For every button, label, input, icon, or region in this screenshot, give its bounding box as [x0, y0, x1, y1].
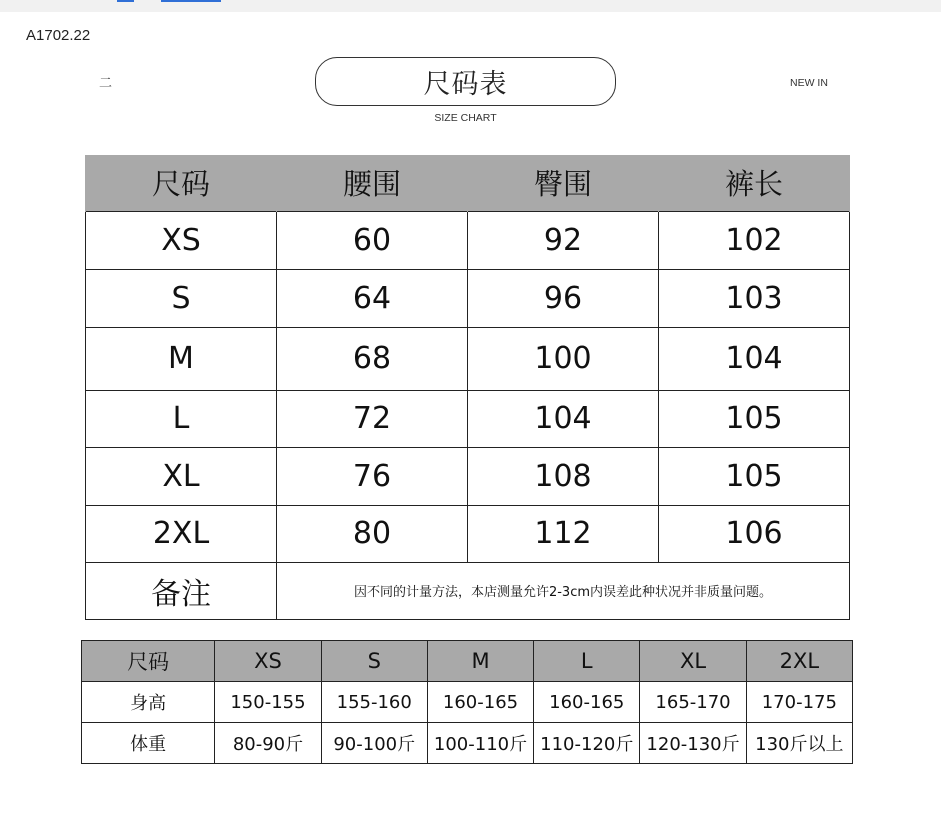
header-hip: 臀围: [468, 155, 659, 211]
hip-cell: 100: [468, 327, 659, 390]
top-link-underline[interactable]: [117, 0, 134, 2]
waist-cell: 68: [277, 327, 468, 390]
fit-header-m: M: [427, 641, 533, 682]
size-chart-title: [315, 57, 616, 106]
size-cell: S: [86, 269, 277, 327]
fit-header-size: 尺码: [82, 641, 215, 682]
size-cell: XS: [86, 211, 277, 269]
fit-header-xl: XL: [640, 641, 746, 682]
hip-cell: 108: [468, 447, 659, 505]
table-row: [86, 447, 850, 505]
header-length: 裤长: [659, 155, 850, 211]
top-link-underline[interactable]: [161, 0, 221, 2]
length-cell: 102: [659, 211, 850, 269]
hip-cell: 104: [468, 390, 659, 447]
waist-cell: 76: [277, 447, 468, 505]
size-cell: 2XL: [86, 505, 277, 562]
size-cell: M: [86, 327, 277, 390]
waist-cell: 72: [277, 390, 468, 447]
height-cell: 160-165: [427, 682, 533, 723]
size-cell: XL: [86, 447, 277, 505]
note-text: 因不同的计量方法，本店测量允许2-3cm内误差此种状况并非质量问题。: [277, 562, 850, 619]
table-row: [86, 211, 850, 269]
length-cell: 105: [659, 390, 850, 447]
weight-cell: 130斤以上: [746, 723, 852, 764]
weight-cell: 80-90斤: [215, 723, 321, 764]
fit-header-l: L: [534, 641, 640, 682]
fit-header-xs: XS: [215, 641, 321, 682]
title-text: 尺码表: [423, 69, 508, 100]
height-cell: 160-165: [534, 682, 640, 723]
table-row: [86, 327, 850, 390]
height-label: 身高: [82, 682, 215, 723]
height-cell: 150-155: [215, 682, 321, 723]
waist-cell: 64: [277, 269, 468, 327]
hip-cell: 92: [468, 211, 659, 269]
size-chart-subtitle: SIZE CHART: [434, 112, 497, 124]
hip-cell: 96: [468, 269, 659, 327]
note-label: 备注: [86, 562, 277, 619]
size-measurement-table: [85, 155, 850, 620]
height-row: [82, 682, 853, 723]
header-size: 尺码: [86, 155, 277, 211]
weight-cell: 120-130斤: [640, 723, 746, 764]
weight-cell: 90-100斤: [321, 723, 427, 764]
height-cell: 155-160: [321, 682, 427, 723]
fit-header-s: S: [321, 641, 427, 682]
length-cell: 106: [659, 505, 850, 562]
height-cell: 170-175: [746, 682, 852, 723]
weight-label: 体重: [82, 723, 215, 764]
weight-cell: 110-120斤: [534, 723, 640, 764]
length-cell: 104: [659, 327, 850, 390]
top-strip: [0, 0, 941, 12]
hip-cell: 112: [468, 505, 659, 562]
table-header-row: [86, 155, 850, 211]
weight-row: [82, 723, 853, 764]
height-cell: 165-170: [640, 682, 746, 723]
table-row: [86, 390, 850, 447]
waist-cell: 60: [277, 211, 468, 269]
length-cell: 105: [659, 447, 850, 505]
menu-icon: 二: [99, 76, 113, 91]
fit-header-2xl: 2XL: [746, 641, 852, 682]
table-row: [86, 269, 850, 327]
new-in-label: NEW IN: [790, 77, 828, 89]
table-row: [86, 505, 850, 562]
waist-cell: 80: [277, 505, 468, 562]
height-weight-table: [81, 640, 853, 764]
weight-cell: 100-110斤: [427, 723, 533, 764]
note-row: [86, 562, 850, 619]
size-cell: L: [86, 390, 277, 447]
header-waist: 腰围: [277, 155, 468, 211]
fit-header-row: [82, 641, 853, 682]
length-cell: 103: [659, 269, 850, 327]
product-code: A1702.22: [26, 27, 91, 44]
